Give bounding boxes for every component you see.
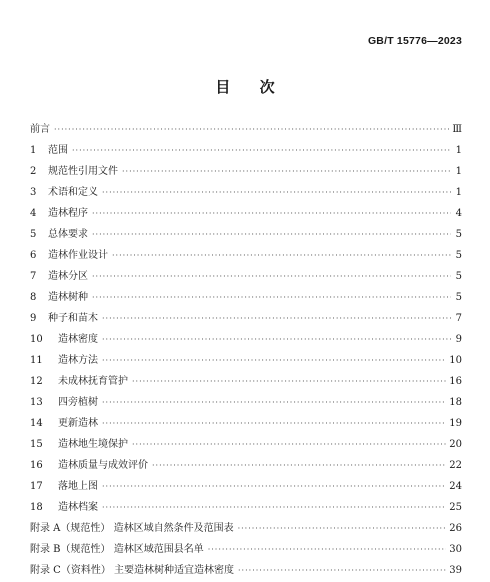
toc-leader-dots [102, 356, 446, 365]
toc-entry-page: 22 [449, 460, 462, 471]
toc-entry-page: 16 [449, 376, 462, 387]
toc-entry-page: 7 [455, 313, 462, 324]
toc-entry-number: 9 [30, 313, 37, 324]
toc-entry[interactable] [30, 309, 462, 330]
toc-entry-label: 术语和定义 [48, 187, 98, 198]
toc-leader-dots [92, 209, 451, 218]
toc-entry-label: 未成林抚育管护 [58, 376, 128, 387]
toc-entry-number: 5 [30, 229, 37, 240]
toc-entry-page: 1 [455, 187, 462, 198]
toc-entry[interactable] [30, 519, 462, 540]
toc-entry-label: 四旁植树 [58, 397, 98, 408]
toc-entry-page: 25 [449, 502, 462, 513]
toc-entry[interactable] [30, 162, 462, 183]
toc-entry-label: 更新造林 [58, 418, 98, 429]
toc-entry-number: 12 [30, 376, 43, 387]
toc-leader-dots [102, 335, 451, 344]
toc-leader-dots [54, 125, 449, 134]
toc-entry-page: 10 [449, 355, 462, 366]
toc-entry-label: 附录 C（资料性） 主要造林树种适宜造林密度 [30, 565, 235, 576]
toc-entry[interactable] [30, 414, 462, 435]
toc-leader-dots [102, 419, 446, 428]
toc-leader-dots [132, 377, 446, 386]
toc-entry[interactable] [30, 141, 462, 162]
toc-entry-page: 4 [455, 208, 462, 219]
toc-leader-dots [238, 566, 446, 575]
toc-entry-number: 4 [30, 208, 37, 219]
toc-entry-page: 5 [455, 250, 462, 261]
toc-entry-number: 3 [30, 187, 37, 198]
toc-entry-label: 落地上图 [58, 481, 98, 492]
toc-entry-label: 范围 [48, 145, 68, 156]
toc-entry[interactable] [30, 204, 462, 225]
toc-entry[interactable] [30, 267, 462, 288]
toc-entry-page: Ⅲ [452, 124, 462, 135]
toc-leader-dots [102, 398, 446, 407]
toc-entry-number: 15 [30, 439, 43, 450]
toc-entry-label: 造林方法 [58, 355, 98, 366]
toc-entry[interactable] [30, 288, 462, 309]
toc-entry-label: 造林地生境保护 [58, 439, 128, 450]
toc-entry-number: 11 [30, 355, 43, 366]
toc-entry-page: 24 [449, 481, 462, 492]
toc-entry[interactable] [30, 561, 462, 582]
toc-entry-label: 造林档案 [58, 502, 98, 513]
toc-leader-dots [92, 293, 451, 302]
toc-leader-dots [112, 251, 451, 260]
toc-entry-label: 附录 A（规范性） 造林区域自然条件及范围表 [30, 523, 234, 534]
toc-leader-dots [102, 314, 451, 323]
toc-entry-label: 种子和苗木 [48, 313, 98, 324]
toc-entry-number: 18 [30, 502, 43, 513]
table-of-contents [30, 120, 462, 582]
toc-entry[interactable] [30, 456, 462, 477]
toc-entry-number: 2 [30, 166, 37, 177]
toc-entry-page: 5 [455, 292, 462, 303]
toc-entry-page: 30 [449, 544, 462, 555]
toc-entry[interactable] [30, 540, 462, 561]
toc-entry-number: 8 [30, 292, 37, 303]
toc-leader-dots [92, 230, 451, 239]
toc-entry[interactable] [30, 393, 462, 414]
toc-entry[interactable] [30, 225, 462, 246]
toc-entry-page: 9 [455, 334, 462, 345]
toc-entry[interactable] [30, 120, 462, 141]
toc-leader-dots [102, 188, 451, 197]
toc-entry-page: 19 [449, 418, 462, 429]
toc-entry[interactable] [30, 183, 462, 204]
toc-entry[interactable] [30, 372, 462, 393]
toc-entry-number: 10 [30, 334, 43, 345]
toc-entry-label: 附录 B（规范性） 造林区域范围县名单 [30, 544, 204, 555]
toc-entry-page: 1 [455, 145, 462, 156]
toc-leader-dots [72, 146, 451, 155]
toc-entry-page: 20 [449, 439, 462, 450]
toc-entry-number: 16 [30, 460, 43, 471]
toc-entry-number: 17 [30, 481, 43, 492]
toc-entry[interactable] [30, 330, 462, 351]
toc-entry-page: 39 [449, 565, 462, 576]
toc-entry-label: 造林程序 [48, 208, 88, 219]
toc-entry[interactable] [30, 246, 462, 267]
toc-entry-number: 13 [30, 397, 43, 408]
toc-entry[interactable] [30, 498, 462, 519]
toc-leader-dots [122, 167, 451, 176]
standard-code: GB/T 15776—2023 [367, 35, 462, 47]
toc-leader-dots [132, 440, 446, 449]
toc-entry-number: 6 [30, 250, 37, 261]
toc-entry-label: 造林分区 [48, 271, 88, 282]
toc-entry[interactable] [30, 351, 462, 372]
toc-entry-page: 1 [455, 166, 462, 177]
toc-entry-label: 总体要求 [48, 229, 88, 240]
toc-entry-label: 造林树种 [48, 292, 88, 303]
toc-leader-dots [208, 545, 447, 554]
toc-entry-number: 1 [30, 145, 37, 156]
toc-leader-dots [102, 482, 446, 491]
toc-entry-page: 18 [449, 397, 462, 408]
toc-entry-label: 前言 [30, 124, 50, 135]
toc-leader-dots [102, 503, 446, 512]
toc-entry-label: 造林质量与成效评价 [58, 460, 148, 471]
toc-title: 目 次 [215, 78, 287, 96]
toc-entry-label: 造林作业设计 [48, 250, 108, 261]
toc-entry-label: 规范性引用文件 [48, 166, 118, 177]
toc-entry-page: 5 [455, 229, 462, 240]
toc-leader-dots [238, 524, 447, 533]
toc-leader-dots [152, 461, 446, 470]
toc-entry-number: 7 [30, 271, 37, 282]
toc-entry[interactable] [30, 435, 462, 456]
toc-entry[interactable] [30, 477, 462, 498]
toc-leader-dots [92, 272, 451, 281]
toc-entry-page: 5 [455, 271, 462, 282]
toc-entry-number: 14 [30, 418, 43, 429]
toc-entry-label: 造林密度 [58, 334, 98, 345]
toc-entry-page: 26 [449, 523, 462, 534]
